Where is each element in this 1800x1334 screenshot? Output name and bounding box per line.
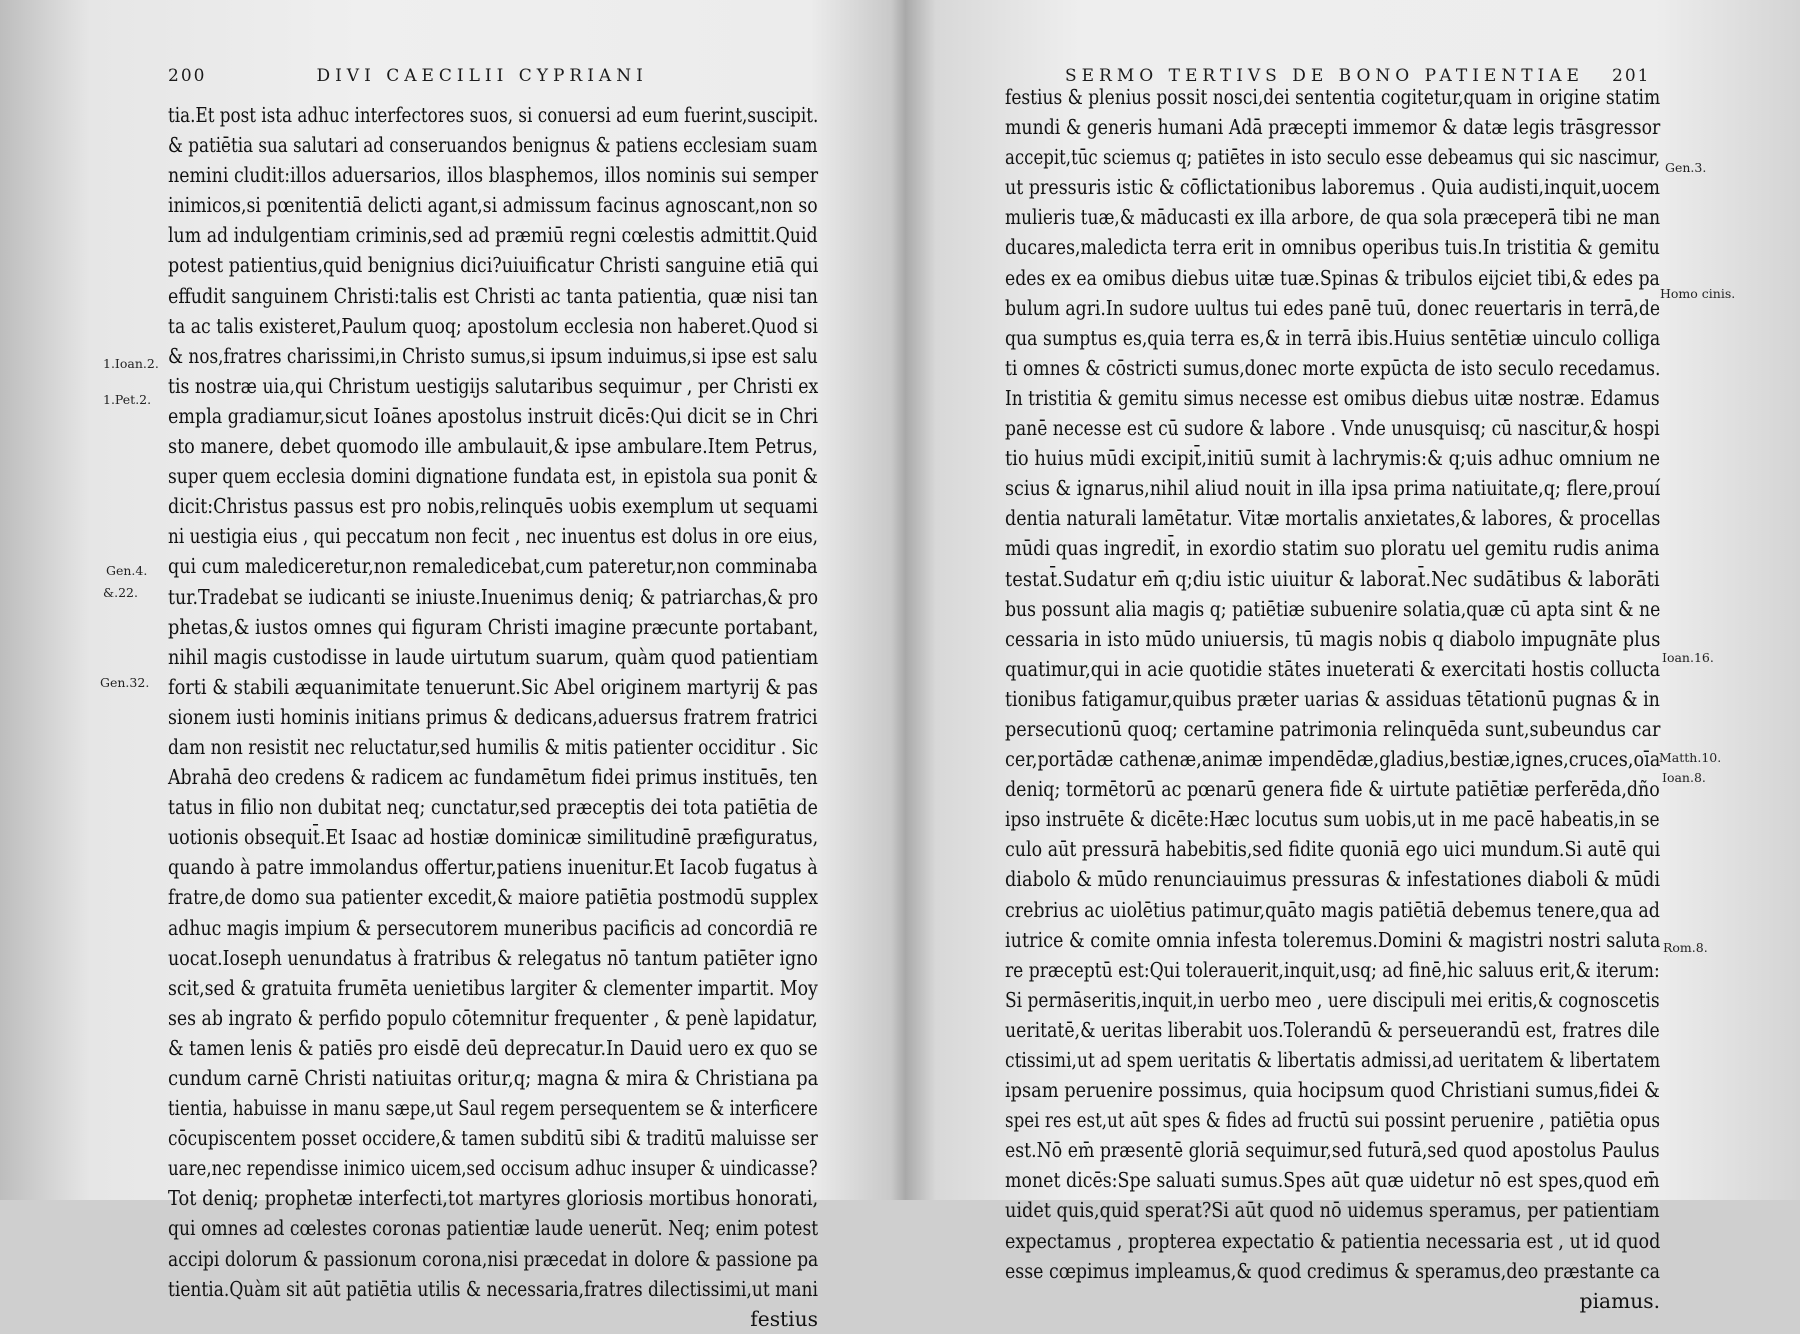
text-line: expectamus , propterea expectatio & patientia necessaria est , ut id quod — [1005, 1228, 1661, 1253]
text-line: accipi dolorum & passionum corona,nisi præcedat in dolore & passione pa — [168, 1246, 819, 1271]
margin-note-1-pet-2: 1.Pet.2. — [103, 392, 152, 407]
folio-200: 200 — [168, 66, 207, 86]
margin-note-matth-10: Matth.10. — [1659, 750, 1722, 765]
text-line: ducares,maledicta terra erit in omnibus operibus tuis.In tristitia & gemitu — [1005, 235, 1660, 260]
text-line: inimicos,si pœnitentiā delicti agant,si admissum facinus agnoscant,non so — [168, 193, 818, 218]
text-line: cessaria in isto mūdo uniuersis, tū magis nobis q diabolo impugnāte plus — [1005, 626, 1661, 651]
text-line: cōcupiscentem posset occidere,& tamen subditū sibi & traditū maluisse ser — [168, 1126, 818, 1151]
text-line: Abrahā deo credens & radicem ac fundamētum fidei primus instituēs, ten — [168, 765, 818, 790]
text-line: qua sumptus es,quia terra es,& in terrā ibis.Huius sentētiæ uinculo colliga — [1005, 325, 1661, 350]
text-line: mūdi quas ingredit̄, in exordio statim suo ploratu uel gemitu rudis anima — [1005, 536, 1660, 561]
text-line: qui cum malediceretur,non remaledicebat,cum pateretur,non comminaba — [168, 554, 818, 579]
text-line: Si permāseritis,inquit,in uerbo meo , uere discipuli mei eritis,& cognoscetis — [1005, 987, 1660, 1012]
text-line: persecutionū quoq; certamine patrimonia relinquēda sunt,subeundus car — [1005, 716, 1661, 741]
text-line: festius & plenius possit nosci,dei sententia cogitetur,quam in origine statim — [1005, 85, 1661, 109]
text-line: re præceptū est:Qui tolerauerit,inquit,usq; ad finē,hic saluus erit,& iterum: — [1005, 957, 1660, 982]
text-line: ipsam peruenire possimus, quia hocipsum quod Christiani sumus,fidei & — [1005, 1078, 1660, 1103]
text-line: In tristitia & gemitu simus necesse est omibus diebus uitæ nostræ. Edamus — [1005, 385, 1660, 410]
running-head-left — [168, 66, 648, 86]
final-line: piamus. — [1579, 1288, 1660, 1313]
right-page — [905, 0, 1800, 1313]
margin-note-22: &.22. — [103, 585, 138, 600]
text-line: & nos,fratres charissimi,in Christo sumus,si ipsum induimus,si ipse est salu — [168, 343, 818, 368]
text-line: dentia naturali lamētatur. Vitæ mortalis anxietates,& labores, & procellas — [1005, 506, 1661, 531]
text-line: accepit,tūc sciemus q; patiētes in isto seculo esse debeamus qui sic nascimur, — [1005, 145, 1661, 170]
text-line: edes ex ea omibus diebus uitæ tuæ.Spinas & tribulos eijciet tibi,& edes pa — [1005, 265, 1660, 290]
text-line: sionem iusti hominis initians primus & dedicans,aduersus fratrem fratrici — [168, 704, 818, 729]
text-line: esse cœpimus impleamus,& quod credimus & speramus,deo præstante ca — [1005, 1258, 1660, 1283]
text-line: tionibus fatigamur,quibus præter uarias & assiduas tētationū pugnas & in — [1005, 686, 1660, 711]
text-line: bulum agri.In sudore uultus tui edes panē tuū, donec reuertaris in terrā,de — [1005, 295, 1661, 320]
text-line: ses ab ingrato & perfido populo cōtemnitur frequenter , & penè lapidatur, — [168, 1005, 818, 1030]
text-line: adhuc magis impium & persecutorem muneribus pacificis ad concordiā re — [168, 915, 818, 940]
text-line: sto manere, debet quomodo ille ambulauit,& ipse ambulare.Item Petrus, — [168, 434, 818, 459]
folio-201: 201 — [1612, 66, 1651, 86]
text-block-right — [1005, 82, 1660, 1316]
text-line: spei res est,ut aūt spes & fides ad fructū sui possint peruenire , patiētia opus — [1005, 1108, 1661, 1133]
text-line: potest patientius,quid benignius dici?uiuificatur Christi sanguine etiā qui — [168, 253, 819, 278]
text-line: cundum carnē Christi natiuitas oritur,q; magna & mira & Christiana pa — [168, 1066, 819, 1090]
text-line: cer,portādæ cathenæ,animæ impendēdæ,gladius,bestiæ,ignes,cruces,oīa — [1005, 747, 1661, 772]
margin-note-rom-8: Rom.8. — [1663, 940, 1708, 955]
text-line: forti & stabili æquanimitate tenuerunt.Sic Abel originem martyrij & pas — [168, 674, 819, 699]
text-line: est.Nō em̄ præsentē gloriā sequimur,sed futurā,sed quod apostolus Paulus — [1005, 1138, 1660, 1163]
margin-note-1-ioan-2: 1.Ioan.2. — [103, 356, 159, 371]
margin-note-homo-cinis: Homo cinis. — [1660, 286, 1736, 301]
margin-note-gen-32: Gen.32. — [100, 675, 150, 690]
text-line: super quem ecclesia domini dignatione fundata est, in epistola sua ponit & — [168, 464, 818, 489]
text-line: ti omnes & cōstricti sumus,donec morte expūcta de isto seculo recedamus. — [1005, 355, 1661, 380]
text-line: lum ad indulgentiam criminis,sed ad præmiū regni cœlestis admittit.Quid — [168, 223, 818, 248]
text-line: ta ac talis existeret,Paulum quoq; apostolum ecclesia non haberet.Quod si — [168, 313, 818, 338]
text-block-left — [168, 100, 818, 1334]
text-line: scit,sed & gratuita frumēta uenietibus largiter & clementer impartit. Moy — [168, 975, 818, 1000]
text-line: nihil magis custodisse in laude uirtutum suarum, quàm quod patientiam — [168, 644, 819, 669]
text-line: scius & ignarus,nihil aliud nouit in illa ipsa prima natiuitate,q; flere,prouí — [1005, 476, 1661, 501]
text-line: & patiētia sua salutari ad conseruandos benignus & patiens ecclesiam suam — [168, 133, 818, 158]
margin-note-gen-4: Gen.4. — [106, 563, 148, 578]
text-line: bus possunt alia magis q; patiētiæ subuenire solatia,quæ cū apta sint & ne — [1005, 596, 1661, 621]
text-line: effudit sanguinem Christi:talis est Christi ac tanta patientia, quæ nisi tan — [168, 283, 818, 308]
margin-note-gen-3: Gen.3. — [1665, 160, 1707, 175]
text-line: ut pressuris istic & cōflictationibus laboremus . Quia audisti,inquit,uocem — [1005, 175, 1660, 200]
catchword: festius — [750, 1306, 818, 1331]
running-title-right: SERMO TERTIVS DE BONO PATIENTIAE — [1065, 66, 1584, 86]
text-line: & tamen lenis & patiēs pro eisdē deū deprecatur.In Dauid uero ex quo se — [168, 1035, 818, 1060]
text-line: iutrice & comite omnia infesta toleremus.Domini & magistri nostri saluta — [1005, 927, 1661, 952]
text-line: tur.Tradebat se iudicanti se iniuste.Inuenimus deniq; & patriarchas,& pro — [168, 584, 819, 609]
text-line: deniq; tormētorū ac pœnarū genera fide & uirtute patiētiæ perferēda,dño — [1005, 777, 1660, 802]
text-line: quatimur,qui in acie quotidie stātes inueterati & exercitati hostis collucta — [1005, 656, 1661, 681]
text-line: empla gradiamur,sicut Ioānes apostolus instruit dicēs:Qui dicit se in Chri — [168, 403, 819, 428]
text-line: fratre,de domo sua patienter excedit,& maiore patiētia postmodū supplex — [168, 885, 819, 910]
text-line: ueritatē,& ueritas liberabit uos.Tolerandū & perseuerandū est, fratres dile — [1005, 1017, 1660, 1042]
text-line: tientia.Quàm sit aūt patiētia utilis & necessaria,fratres dilectissimi,ut mani — [168, 1276, 818, 1301]
text-line: tientia, habuisse in manu sæpe,ut Saul regem persequentem se & interficere — [168, 1096, 818, 1121]
text-line: crebrius ac uiolētius patimur,quāto magis patiētiā debemus tenere,qua ad — [1005, 897, 1660, 922]
text-line: tis nostræ uia,qui Christum uestigijs salutaribus sequimur , per Christi ex — [168, 373, 819, 398]
text-line: diabolo & mūdo renunciauimus pressuras & infestationes diaboli & mūdi — [1005, 867, 1660, 892]
text-line: tio huius mūdi excipit̄,initiū sumit à lachrymis:& q;uis adhuc omnium ne — [1005, 446, 1661, 471]
margin-note-ioan-16: Ioan.16. — [1662, 650, 1714, 665]
margin-note-ioan-8: Ioan.8. — [1662, 770, 1706, 785]
text-line: tia.Et post ista adhuc interfectores suos, si conuersi ad eum fuerint,suscipit. — [168, 103, 819, 127]
text-line: uidet quis,quid sperat?Si aūt quod nō uidemus speramus, per patientiam — [1005, 1198, 1660, 1223]
text-line: qui omnes ad cœlestes coronas patientiæ laude uenerūt. Neq; enim potest — [168, 1216, 819, 1241]
text-line: uare,nec rependisse inimico uicem,sed occisum adhuc insuper & uindicasse? — [168, 1156, 818, 1181]
text-line: dam non resistit nec reluctatur,sed humilis & mitis patienter occiditur . Sic — [168, 734, 819, 759]
text-line: tatus in filio non dubitat neq; cunctatur,sed præceptis dei tota patiētia de — [168, 795, 818, 820]
text-line: nemini cludit:illos aduersarios, illos blasphemos, illos nominis sui semper — [168, 163, 819, 188]
text-line: testat̄.Sudatur em̄ q;diu istic uiuitur & laborat̄.Nec sudātibus & laborāti — [1005, 566, 1660, 591]
text-line: ni uestigia eius , qui peccatum non fecit , nec inuentus est dolus in ore eius, — [168, 524, 819, 549]
text-line: quando à patre immolandus offertur,patiens inuenitur.Et Iacob fugatus à — [168, 855, 818, 880]
text-line: ipso instruēte & dicēte:Hæc locutus sum uobis,ut in me pacē habeatis,in se — [1005, 807, 1660, 832]
text-line: culo aūt pressurā habebitis,sed fidite quoniā ego uici mundum.Si autē qui — [1005, 837, 1661, 862]
text-line: ctissimi,ut ad spem ueritatis & libertatis admissi,ad ueritatem & libertatem — [1005, 1048, 1661, 1072]
text-line: dicit:Christus passus est pro nobis,relinquēs uobis exemplum ut sequami — [168, 494, 818, 519]
text-line: mundi & generis humani Adā præcepti immemor & datæ legis trāsgressor — [1005, 115, 1661, 140]
text-line: panē necesse est cū sudore & labore . Vnde unusquisq; cū nascitur,& hospi — [1005, 416, 1660, 441]
text-line: Tot deniq; prophetæ interfecti,tot martyres gloriosis mortibus honorati, — [168, 1186, 819, 1211]
text-line: mulieris tuæ,& māducasti ex illa arbore, de qua sola præceperā tibi ne man — [1005, 205, 1661, 230]
text-line: uocat.Ioseph uenundatus à fratribus & relegatus nō tantum patiēter igno — [168, 945, 818, 970]
text-line: phetas,& iustos omnes qui figuram Christi imagine præcunte portabant, — [168, 614, 819, 639]
text-line: uotionis obsequit̄.Et Isaac ad hostiæ dominicæ similitudinē præfiguratus, — [168, 825, 819, 850]
text-line: monet dicēs:Spe saluati sumus.Spes aūt quæ uidetur nō est spes,quod em̄ — [1005, 1168, 1660, 1193]
running-title-left: DIVI CAECILII CYPRIANI — [316, 66, 648, 86]
left-page — [0, 0, 900, 1331]
